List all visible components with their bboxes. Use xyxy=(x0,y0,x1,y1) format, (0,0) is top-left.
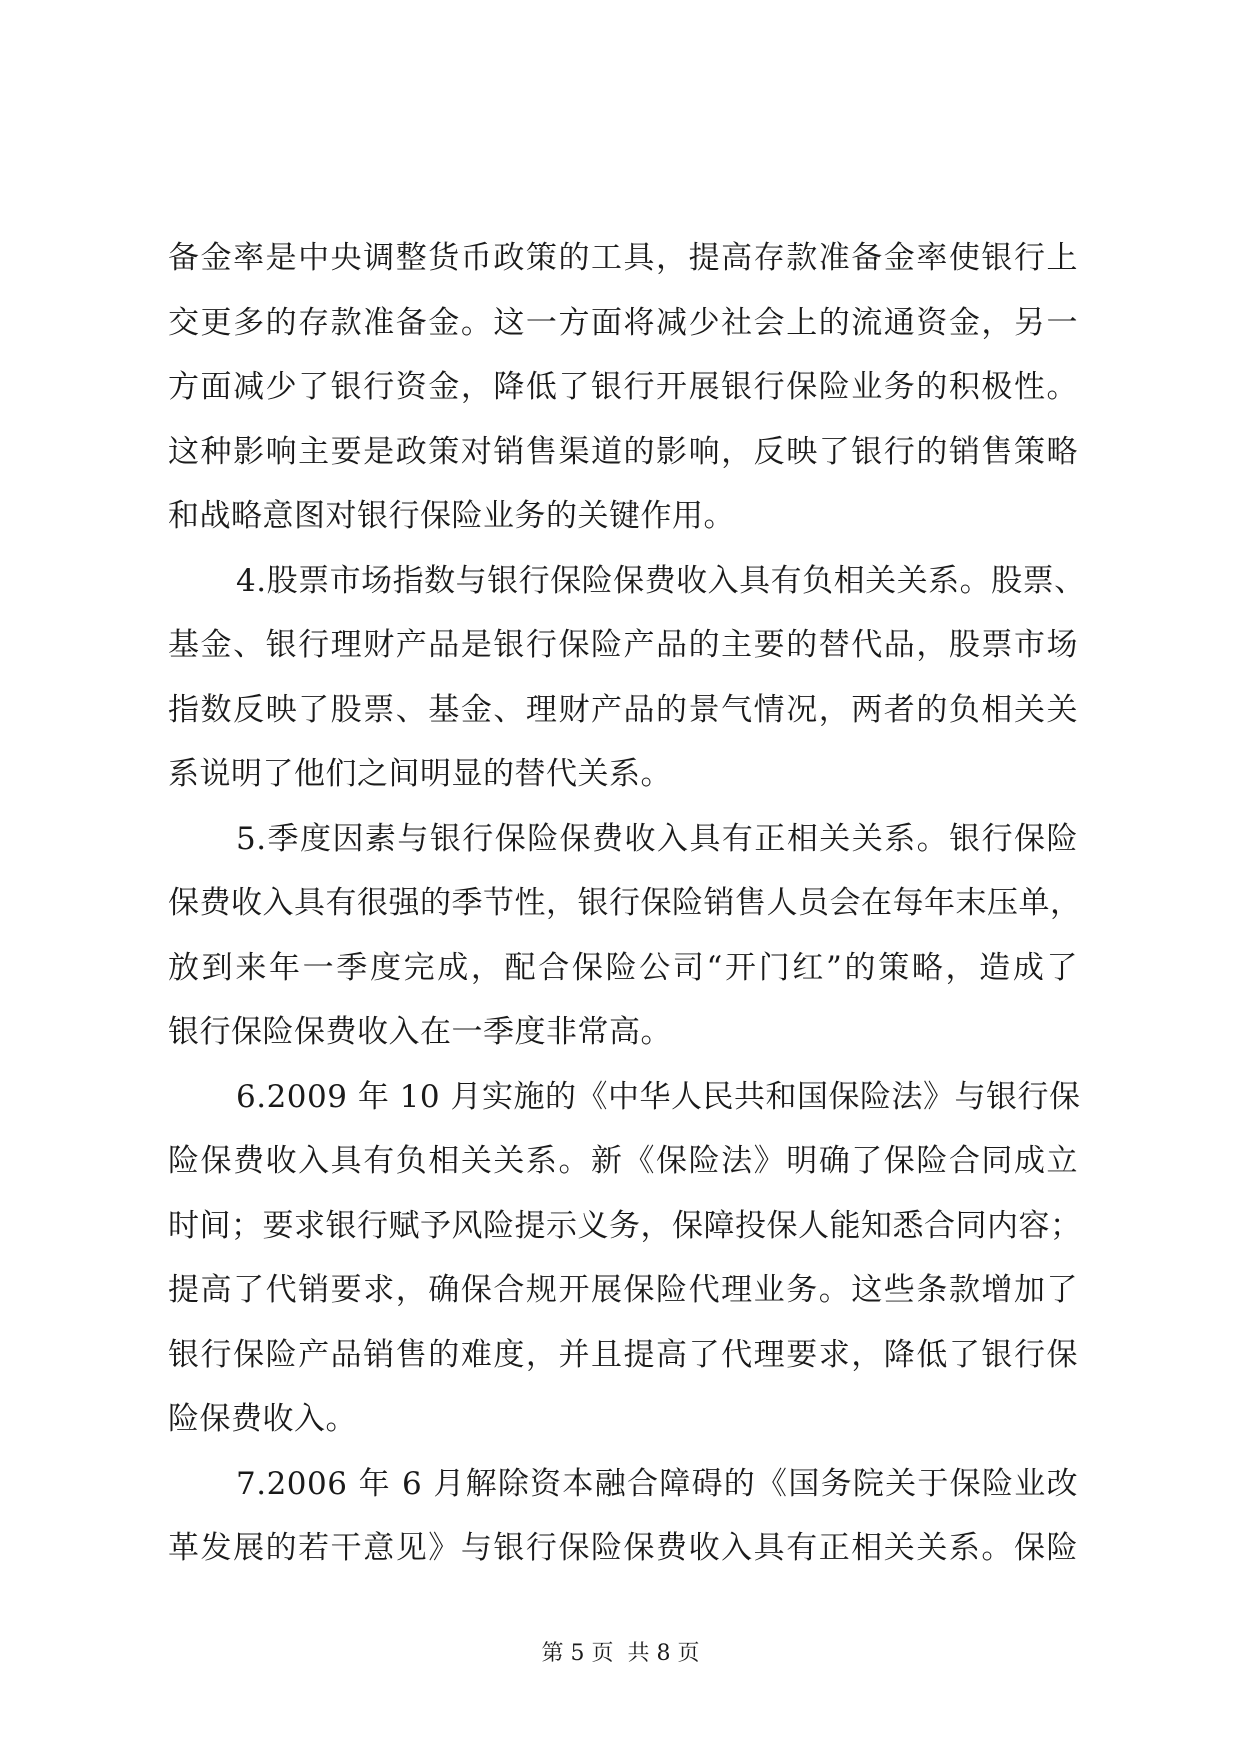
text-line: 提高了代销要求，确保合规开展保险代理业务。这些条款增加了 xyxy=(168,1272,1078,1308)
text-line: 基金、银行理财产品是银行保险产品的主要的替代品，股票市场 xyxy=(168,627,1078,663)
text-line: 放到来年一季度完成，配合保险公司“开门红”的策略，造成了 xyxy=(168,949,1078,986)
text-line: 保费收入具有很强的季节性，银行保险销售人员会在每年末压单， xyxy=(168,885,1082,921)
text-line: 指数反映了股票、基金、理财产品的景气情况，两者的负相关关 xyxy=(168,691,1078,728)
text-line: 方面减少了银行资金，降低了银行开展银行保险业务的积极性。 xyxy=(168,369,1078,405)
text-line: 4.股票市场指数与银行保险保费收入具有负相关关系。股票、 xyxy=(236,562,1086,599)
text-line: 5.季度因素与银行保险保费收入具有正相关关系。银行保险 xyxy=(236,820,1078,857)
body-text xyxy=(168,226,1086,1581)
text-line: 6.2009 年 10 月实施的《中华人民共和国保险法》与银行保 xyxy=(236,1078,1081,1115)
text-line: 银行保险保费收入在一季度非常高。 xyxy=(168,1014,672,1050)
text-line: 和战略意图对银行保险业务的关键作用。 xyxy=(168,498,735,534)
text-line: 这种影响主要是政策对销售渠道的影响，反映了银行的销售策略 xyxy=(168,433,1078,470)
page-footer: 第 5 页 共 8 页 xyxy=(541,1641,700,1666)
text-line: 7.2006 年 6 月解除资本融合障碍的《国务院关于保险业改 xyxy=(236,1465,1078,1502)
text-line: 险保费收入。 xyxy=(168,1401,357,1437)
text-line: 险保费收入具有负相关关系。新《保险法》明确了保险合同成立 xyxy=(168,1143,1078,1179)
text-line: 银行保险产品销售的难度，并且提高了代理要求，降低了银行保 xyxy=(168,1336,1078,1373)
text-line: 革发展的若干意见》与银行保险保费收入具有正相关关系。保险 xyxy=(168,1530,1078,1566)
text-line: 备金率是中央调整货币政策的工具，提高存款准备金率使银行上 xyxy=(168,240,1078,276)
text-line: 系说明了他们之间明显的替代关系。 xyxy=(168,756,672,792)
text-line: 时间；要求银行赋予风险提示义务，保障投保人能知悉合同内容； xyxy=(168,1207,1082,1244)
text-line: 交更多的存款准备金。这一方面将减少社会上的流通资金，另一 xyxy=(168,304,1078,341)
